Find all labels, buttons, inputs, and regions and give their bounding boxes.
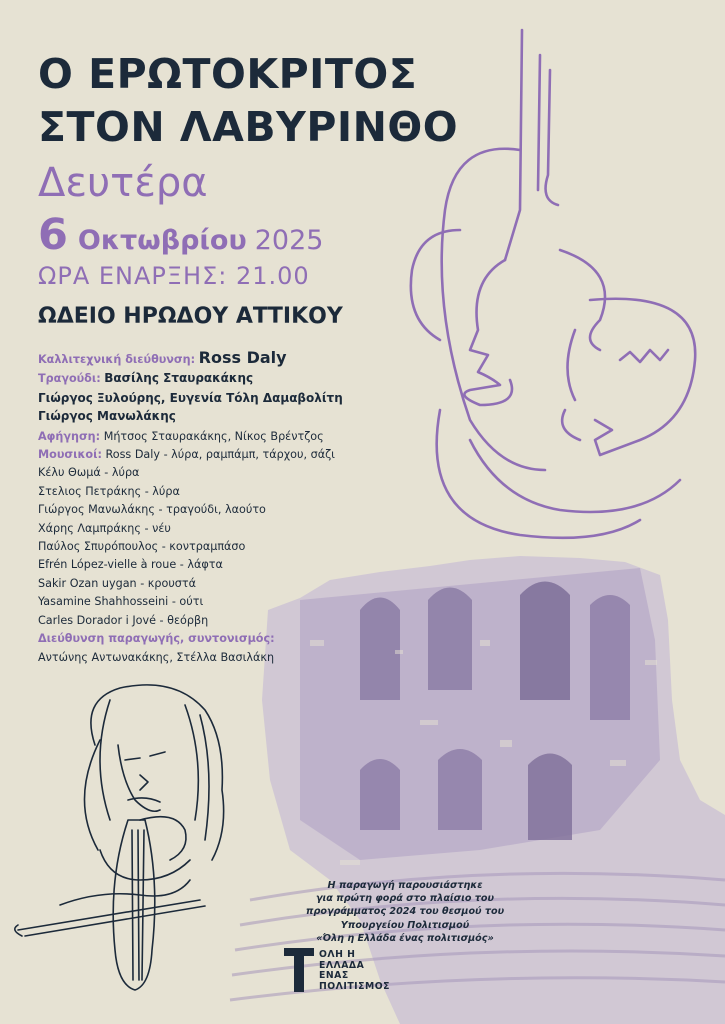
ministry-logo-mark [284, 948, 314, 992]
logo-line: ΕΝΑΣ [319, 970, 349, 982]
credit-value: Βασίλης Σταυρακάκης [104, 371, 254, 386]
note-line: προγράμματος 2024 του θεσμού του [305, 906, 505, 918]
credit-value: Ross Daly [198, 348, 287, 367]
credit-production-value: Αντώνης Αντωνακάκης, Στέλλα Βασιλάκη [38, 650, 275, 664]
credit-value: Μήτσος Σταυρακάκης, Νίκος Βρέντζος [103, 429, 324, 443]
musician-item: Γιώργος Μανωλάκης - τραγούδι, λαούτο [38, 503, 266, 517]
page-title [38, 48, 458, 154]
note-line: Υπουργείου Πολιτισμού [340, 919, 470, 931]
musician-item: Yasamine Shahhosseini - ούτι [38, 595, 204, 609]
event-year: 2025 [254, 225, 324, 256]
note-line: Η παραγωγή παρουσιάστηκε [327, 880, 483, 891]
credit-label: Αφήγηση: [38, 429, 101, 443]
musician-item: Χάρης Λαμπράκης - νέυ [38, 521, 171, 535]
credit-label: Τραγούδι: [38, 372, 101, 386]
musician-item: Efrén López-vielle à roue - λάφτα [38, 558, 223, 572]
credit-narration [38, 428, 368, 446]
title-line-1: Ο ΕΡΩΤΟΚΡΙΤΟΣ [38, 50, 418, 98]
logo-line: ΕΛΛΑΔΑ [319, 959, 365, 971]
ministry-logo-text [319, 950, 390, 992]
note-line: «Όλη η Ελλάδα ένας πολιτισμός» [316, 932, 494, 944]
event-venue: ΩΔΕΙΟ ΗΡΩΔΟΥ ΑΤΤΙΚΟΥ [38, 304, 343, 329]
production-note [280, 879, 530, 945]
musician-item: Ross Daly - λύρα, ραμπάμπ, τάρχου, σάζι [105, 448, 335, 462]
title-line-2: ΣΤΟΝ ΛΑΒΥΡΙΝΘΟ [38, 103, 459, 151]
event-day-name: Δευτέρα [38, 160, 208, 206]
musician-item: Παύλος Σπυρόπουλος - κοντραμπάσο [38, 540, 246, 554]
credit-singers-line-3: Γιώργος Μανωλάκης [38, 409, 176, 424]
musician-item: Carles Dorador i Jové - θεόρβη [38, 613, 209, 627]
note-line: για πρώτη φορά στο πλαίσιο του [315, 893, 495, 905]
event-month: Οκτωβρίου [77, 225, 247, 256]
logo-line: ΟΛΗ Η [319, 949, 356, 960]
logo-line: ΠΟΛΙΤΙΣΜΟΣ [319, 980, 390, 992]
event-day-number: 6 [38, 210, 68, 260]
credit-label: Καλλιτεχνική διεύθυνση: [38, 353, 196, 366]
musician-item: Sakir Ozan uygan - κρουστά [38, 576, 197, 590]
credit-artistic-direction [38, 349, 368, 369]
event-date [38, 210, 323, 260]
musician-item: Στελιος Πετράκης - λύρα [38, 484, 180, 498]
credit-musicians [38, 446, 368, 464]
credit-singers [38, 369, 368, 388]
event-start-time: ΩΡΑ ΕΝΑΡΞΗΣ: 21.00 [38, 262, 310, 290]
credit-production-label: Διεύθυνση παραγωγής, συντονισμός: [38, 632, 275, 646]
musician-item: Κέλυ Θωμά - λύρα [38, 466, 140, 480]
credit-label: Μουσικοί: [38, 448, 102, 462]
credits-block [38, 349, 368, 667]
credit-singers-line-2: Γιώργος Ξυλούρης, Ευγενία Τόλη Δαμαβολίτη [38, 390, 343, 405]
